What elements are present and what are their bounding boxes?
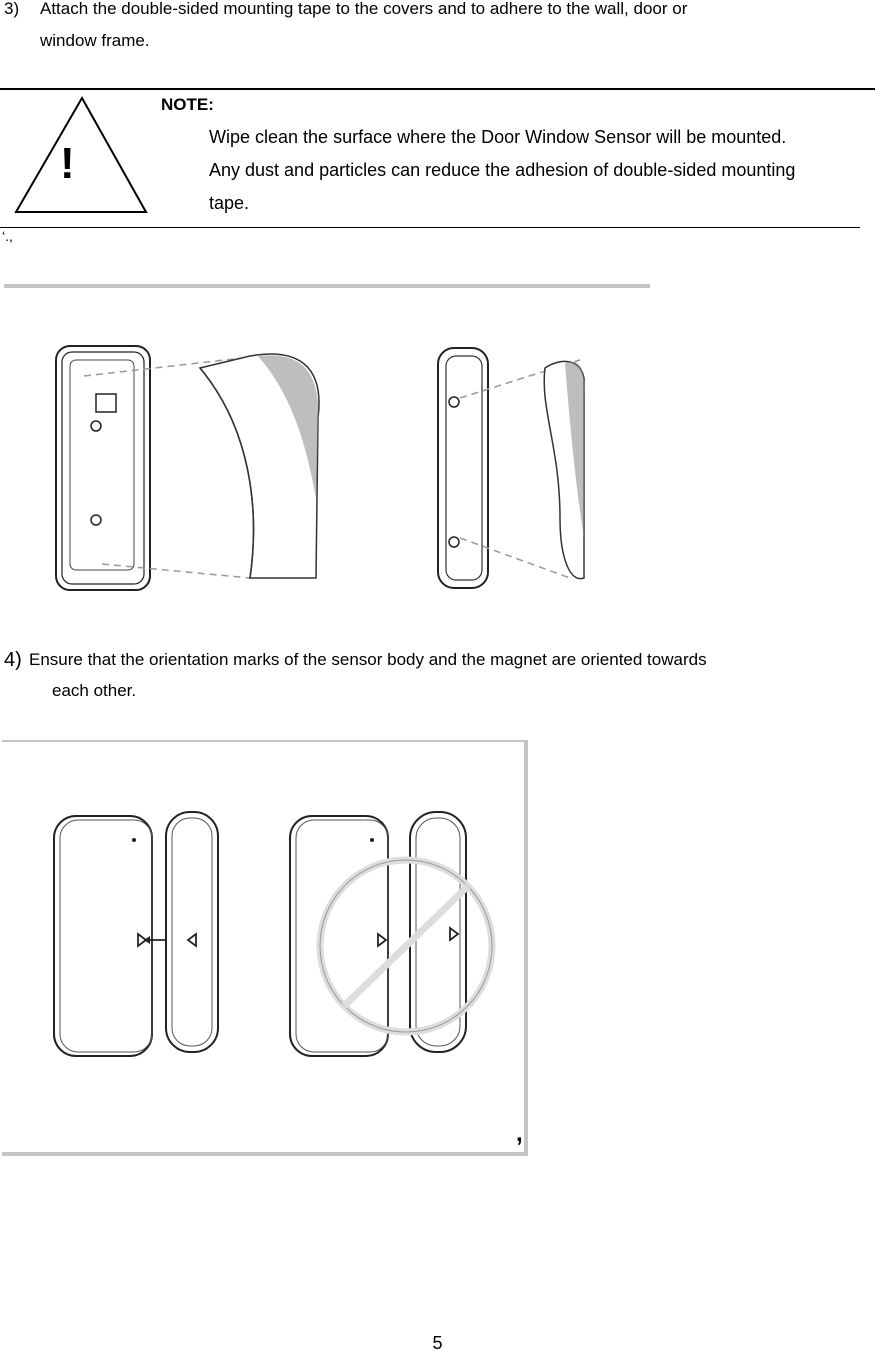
magnet-tape-illustration (420, 338, 600, 608)
warning-mark: ! (60, 139, 75, 188)
sensor-body-tape-illustration (50, 338, 350, 608)
warning-triangle-icon (12, 94, 152, 222)
note-bottom-rule (0, 227, 860, 228)
note-heading: NOTE: (161, 95, 214, 114)
page-number: 5 (432, 1333, 443, 1353)
step3-number: 3) (4, 0, 20, 18)
step3-line1: Attach the double-sided mounting tape to the covers and to adhere to the wall, door or (40, 0, 688, 18)
stray-mark: ‘., (2, 228, 13, 244)
note-line2: Any dust and particles can reduce the adhesion of double-sided mounting (209, 160, 796, 180)
note-top-rule (0, 88, 875, 90)
step4-line2: each other. (52, 681, 137, 700)
figure1-top-border (4, 284, 650, 288)
note-line1: Wipe clean the surface where the Door Window Sensor will be mounted. (209, 127, 787, 147)
incorrect-orientation-illustration (286, 808, 506, 1058)
step4-line1: Ensure that the orientation marks of the sensor body and the magnet are oriented towards (29, 650, 707, 669)
step4-number: 4) (4, 649, 22, 671)
correct-orientation-illustration (44, 810, 244, 1060)
note-line3: tape. (209, 193, 250, 213)
stray-comma: , (516, 1120, 523, 1147)
step3-line2: window frame. (40, 31, 150, 50)
